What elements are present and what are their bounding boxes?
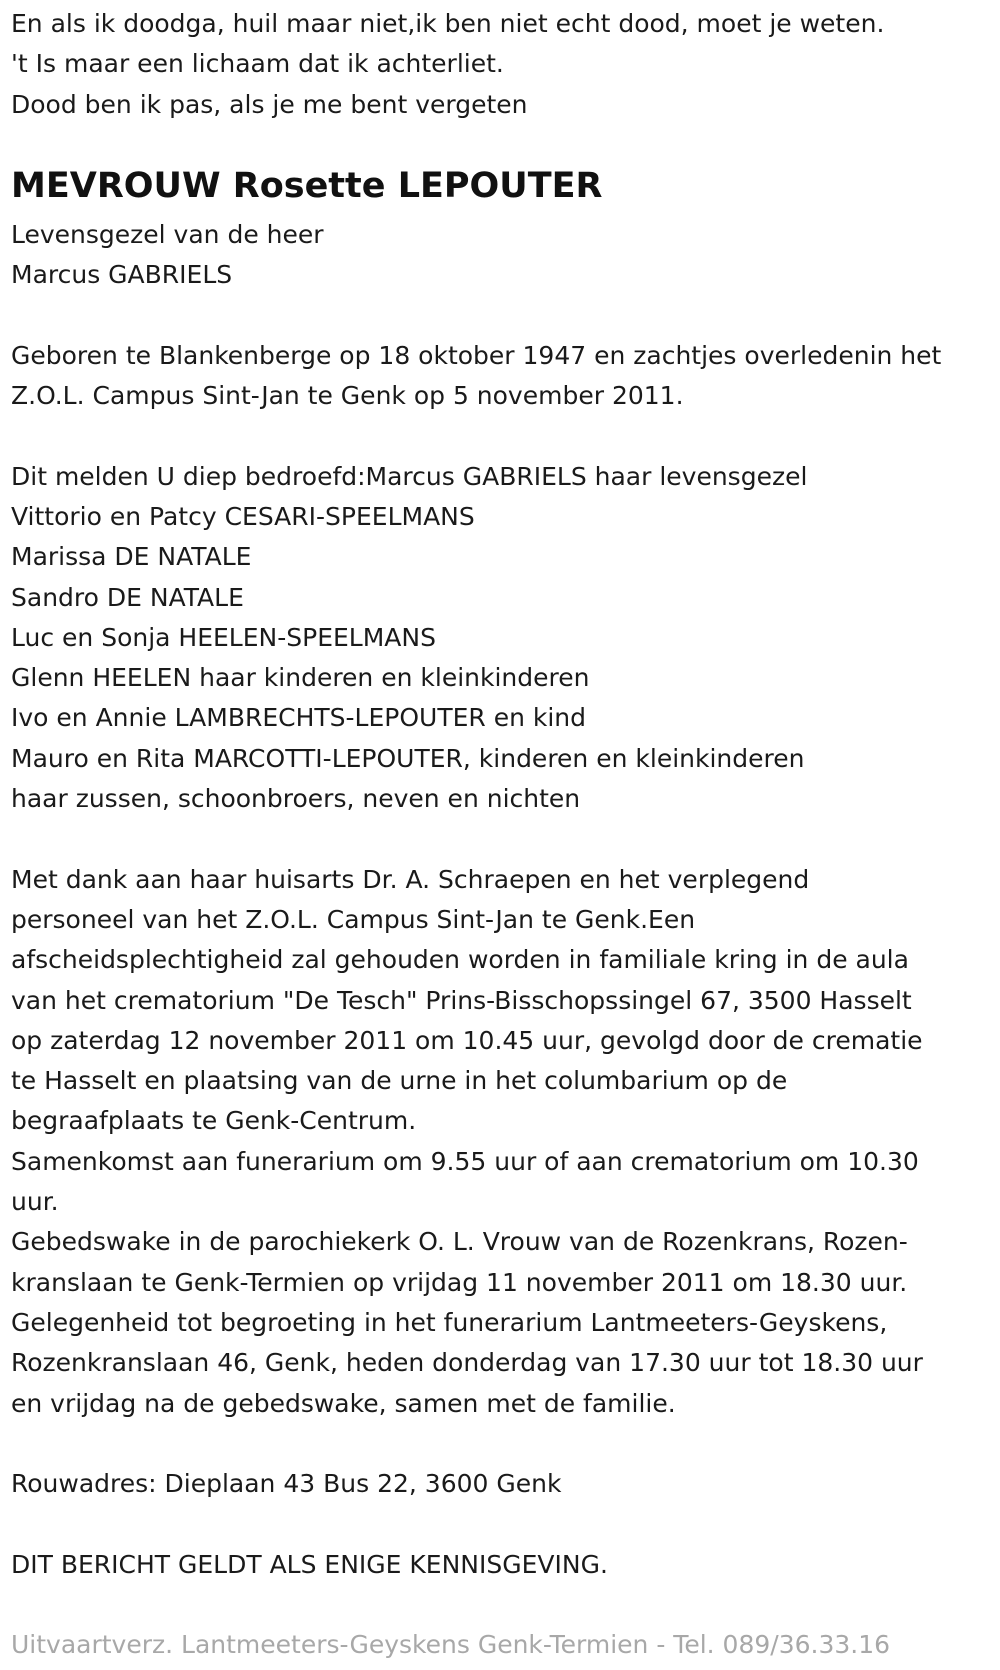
family-line: Dit melden U diep bedroefd:Marcus GABRIELS haar levensgezel bbox=[11, 461, 808, 491]
family-line: haar zussen, schoonbroers, neven en nichten bbox=[11, 784, 581, 814]
ceremony-line: op zaterdag 12 november 2011 om 10.45 uur, gevolgd door de crematie bbox=[11, 1025, 923, 1055]
ceremony-line: kranslaan te Genk-Termien op vrijdag 11 november 2011 om 18.30 uur. bbox=[11, 1267, 908, 1297]
ceremony-line: van het crematorium "De Tesch" Prins-Bisschopssingel 67, 3500 Hasselt bbox=[11, 985, 912, 1015]
family-line: Marissa DE NATALE bbox=[11, 542, 252, 572]
family-line: Sandro DE NATALE bbox=[11, 582, 244, 612]
partner-line: Marcus GABRIELS bbox=[11, 260, 233, 290]
partner-line: Levensgezel van de heer bbox=[11, 219, 324, 249]
spacer bbox=[11, 295, 996, 335]
spacer bbox=[11, 1504, 996, 1544]
birth-death-section bbox=[11, 336, 996, 417]
ceremony-line: afscheidsplechtigheid zal gehouden worden in familiale kring in de aula bbox=[11, 945, 909, 975]
funeral-home-footer: Uitvaartverz. Lantmeeters-Geyskens Genk-Termien - Tel. 089/36.33.16 bbox=[11, 1630, 891, 1660]
family-line: Luc en Sonja HEELEN-SPEELMANS bbox=[11, 622, 436, 652]
ceremony-line: Gelegenheid tot begroeting in het funerarium Lantmeeters-Geyskens, bbox=[11, 1307, 888, 1337]
partner-section bbox=[11, 215, 996, 296]
spacer bbox=[11, 819, 996, 859]
family-line: Glenn HEELEN haar kinderen en kleinkinderen bbox=[11, 663, 590, 693]
poem-line: En als ik doodga, huil maar niet,ik ben niet echt dood, moet je weten. bbox=[11, 9, 885, 38]
spacer bbox=[11, 416, 996, 456]
family-section bbox=[11, 457, 996, 820]
ceremony-line: Samenkomst aan funerarium om 9.55 uur of aan crematorium om 10.30 bbox=[11, 1146, 919, 1176]
family-line: Mauro en Rita MARCOTTI-LEPOUTER, kinderen en kleinkinderen bbox=[11, 743, 805, 773]
ceremony-line: Rozenkranslaan 46, Genk, heden donderdag van 17.30 uur tot 18.30 uur bbox=[11, 1348, 923, 1378]
ceremony-line: Gebedswake in de parochiekerk O. L. Vrouw van de Rozenkrans, Rozen- bbox=[11, 1227, 908, 1257]
poem-line: Dood ben ik pas, als je me bent vergeten bbox=[11, 89, 528, 119]
sole-notice: DIT BERICHT GELDT ALS ENIGE KENNISGEVING. bbox=[11, 1549, 608, 1579]
ceremony-line: uur. bbox=[11, 1187, 59, 1217]
ceremony-line: begraafplaats te Genk-Centrum. bbox=[11, 1106, 417, 1136]
family-line: Vittorio en Patcy CESARI-SPEELMANS bbox=[11, 501, 475, 531]
mourning-address: Rouwadres: Dieplaan 43 Bus 22, 3600 Genk bbox=[11, 1469, 562, 1499]
spacer bbox=[11, 125, 996, 158]
family-line: Ivo en Annie LAMBRECHTS-LEPOUTER en kind bbox=[11, 703, 587, 733]
spacer bbox=[11, 1424, 996, 1464]
deceased-name-title: MEVROUW Rosette LEPOUTER bbox=[11, 165, 603, 206]
obituary-notice bbox=[11, 4, 996, 1665]
ceremony-line: te Hasselt en plaatsing van de urne in het columbarium op de bbox=[11, 1066, 788, 1096]
birth-death-line: Z.O.L. Campus Sint-Jan te Genk op 5 november 2011. bbox=[11, 381, 684, 411]
poem bbox=[11, 4, 996, 125]
spacer bbox=[11, 1585, 996, 1625]
ceremony-line: Met dank aan haar huisarts Dr. A. Schraepen en het verplegend bbox=[11, 864, 810, 894]
birth-death-line: Geboren te Blankenberge op 18 oktober 1947 en zachtjes overledenin het bbox=[11, 340, 942, 370]
poem-line: 't Is maar een lichaam dat ik achterliet. bbox=[11, 49, 504, 79]
ceremony-line: personeel van het Z.O.L. Campus Sint-Jan te Genk.Een bbox=[11, 904, 696, 934]
ceremony-line: en vrijdag na de gebedswake, samen met de familie. bbox=[11, 1388, 676, 1418]
ceremony-section bbox=[11, 860, 996, 1424]
